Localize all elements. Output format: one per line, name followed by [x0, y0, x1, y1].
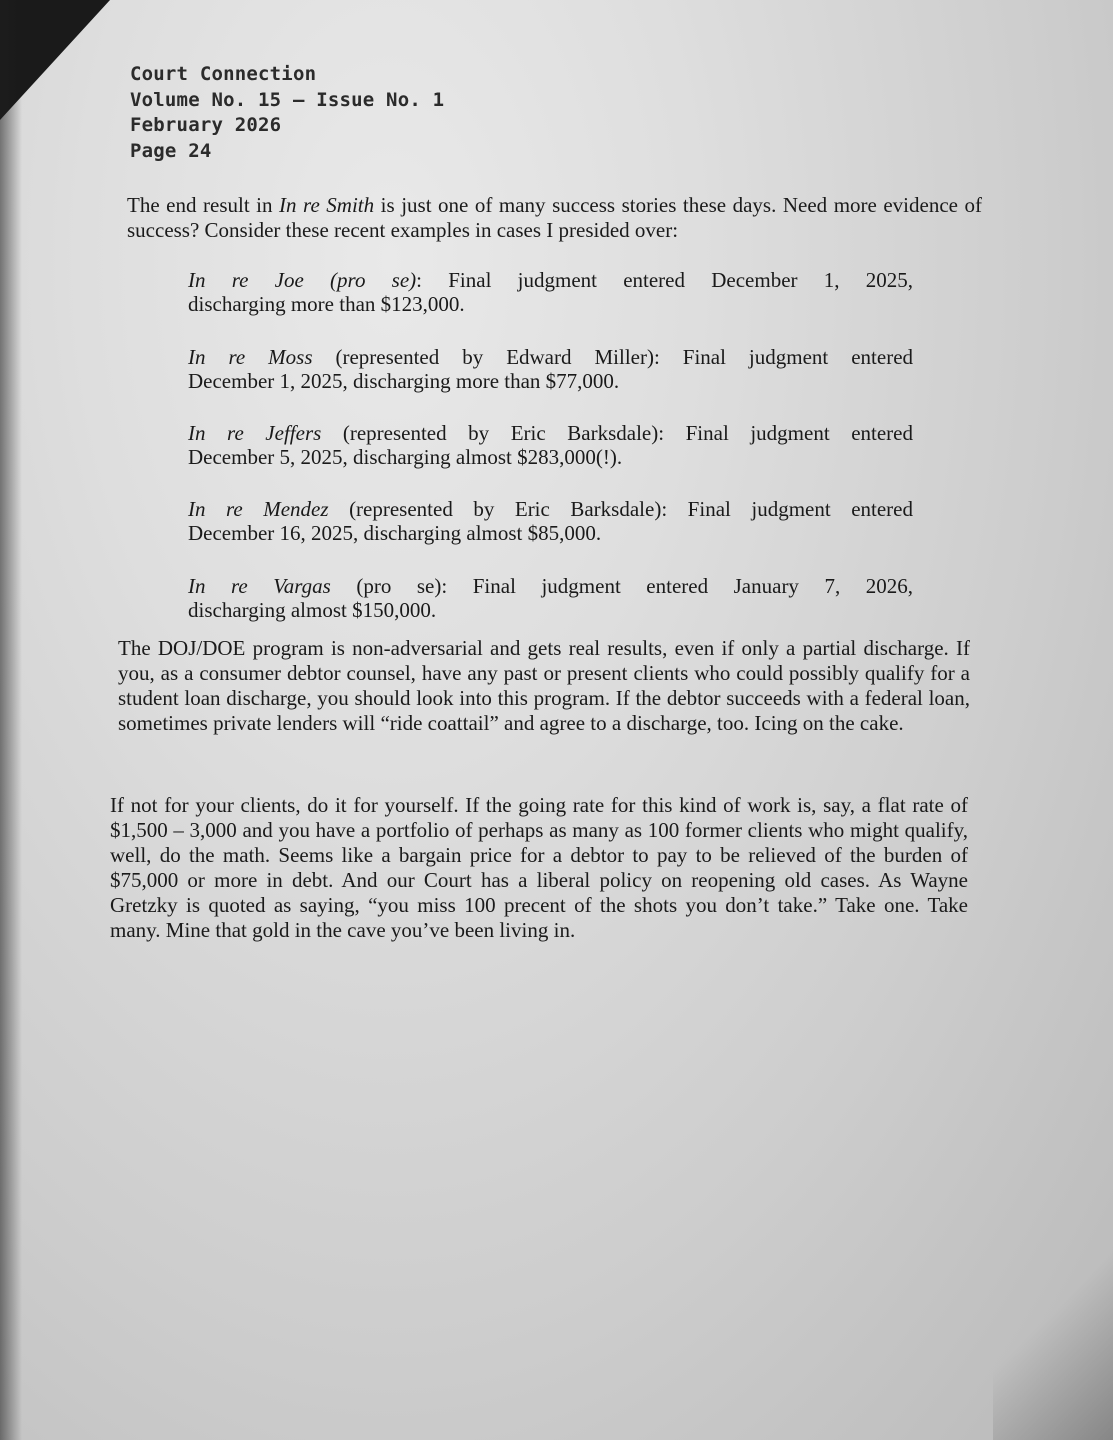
case-name: In re Moss [188, 345, 313, 369]
case-example [188, 421, 913, 469]
case-name: In re Vargas [188, 574, 331, 598]
case-example-detail: December 5, 2025, discharging almost $283,000(!). [188, 445, 623, 469]
issue-date: February 2026 [130, 114, 282, 136]
intro-case-name: In re Smith [279, 193, 375, 217]
case-name: In re Jeffers [188, 421, 322, 445]
case-example-detail: discharging more than $123,000. [188, 292, 465, 316]
case-example-lead [188, 345, 913, 369]
case-example-lead [188, 421, 913, 445]
program-paragraph: The DOJ/DOE program is non-adversarial and gets real results, even if only a partial discharge. If you, as a consumer debtor counsel, have any past or present clients who could possibly qualify for a student loan discharge, you should look into this program. If the debtor succeeds with a federal loan, sometimes private lenders will “ride coattail” and agree to a discharge, too. Icing on the cake. [118, 636, 970, 735]
intro-text-after: is just one of many success stories these days. Need more evidence of success? Consider these recent examples in cases I presided over: [127, 193, 982, 242]
case-example [188, 574, 913, 622]
case-example [188, 345, 913, 393]
page-number: Page 24 [130, 139, 212, 162]
case-example [188, 497, 913, 545]
case-lead-rest: : Final judgment entered January 7, 2026, [441, 574, 913, 598]
case-lead-rest: : Final judgment entered [653, 345, 914, 369]
case-lead-rest: : Final judgment entered December 1, 2025, [416, 268, 913, 292]
intro-text-before: The end result in [127, 193, 280, 217]
newsletter-header [130, 62, 444, 164]
case-example-lead [188, 497, 913, 521]
volume-issue: Volume No. 15 – Issue No. 1 [130, 88, 445, 111]
case-lead-rest: : Final judgment entered [661, 497, 913, 521]
case-example-detail: December 1, 2025, discharging more than $77,000. [188, 369, 620, 393]
closing-paragraph: If not for your clients, do it for yourself. If the going rate for this kind of work is, say, a flat rate of $1,500 – 3,000 and you have a portfolio of perhaps as many as 100 former clients who might qualify, well, do the math. Seems like a bargain price for a debtor to pay to be relieved of the burden of $75,000 or more in debt. And our Court has a liberal policy on reopening old cases. As Wayne Gretzky is quoted as saying, “you miss 100 precent of the shots you don’t take.” Take one. Take many. Mine that gold in the cave you’ve been living in. [110, 793, 968, 942]
case-counsel: (represented by Eric Barksdale) [328, 497, 662, 521]
intro-paragraph [127, 193, 982, 243]
case-counsel: (represented by Eric Barksdale) [321, 421, 659, 445]
case-name: In re Joe (pro se) [188, 268, 417, 292]
case-name: In re Mendez [188, 497, 329, 521]
case-example [188, 268, 913, 316]
case-counsel: (represented by Edward Miller) [312, 345, 654, 369]
case-lead-rest: : Final judgment entered [658, 421, 913, 445]
case-example-lead [188, 268, 913, 292]
case-example-detail: discharging almost $150,000. [188, 598, 437, 622]
case-counsel: (pro se) [330, 574, 442, 598]
case-example-detail: December 16, 2025, discharging almost $85,000. [188, 521, 602, 545]
publication-name: Court Connection [130, 63, 317, 85]
case-example-lead [188, 574, 913, 598]
